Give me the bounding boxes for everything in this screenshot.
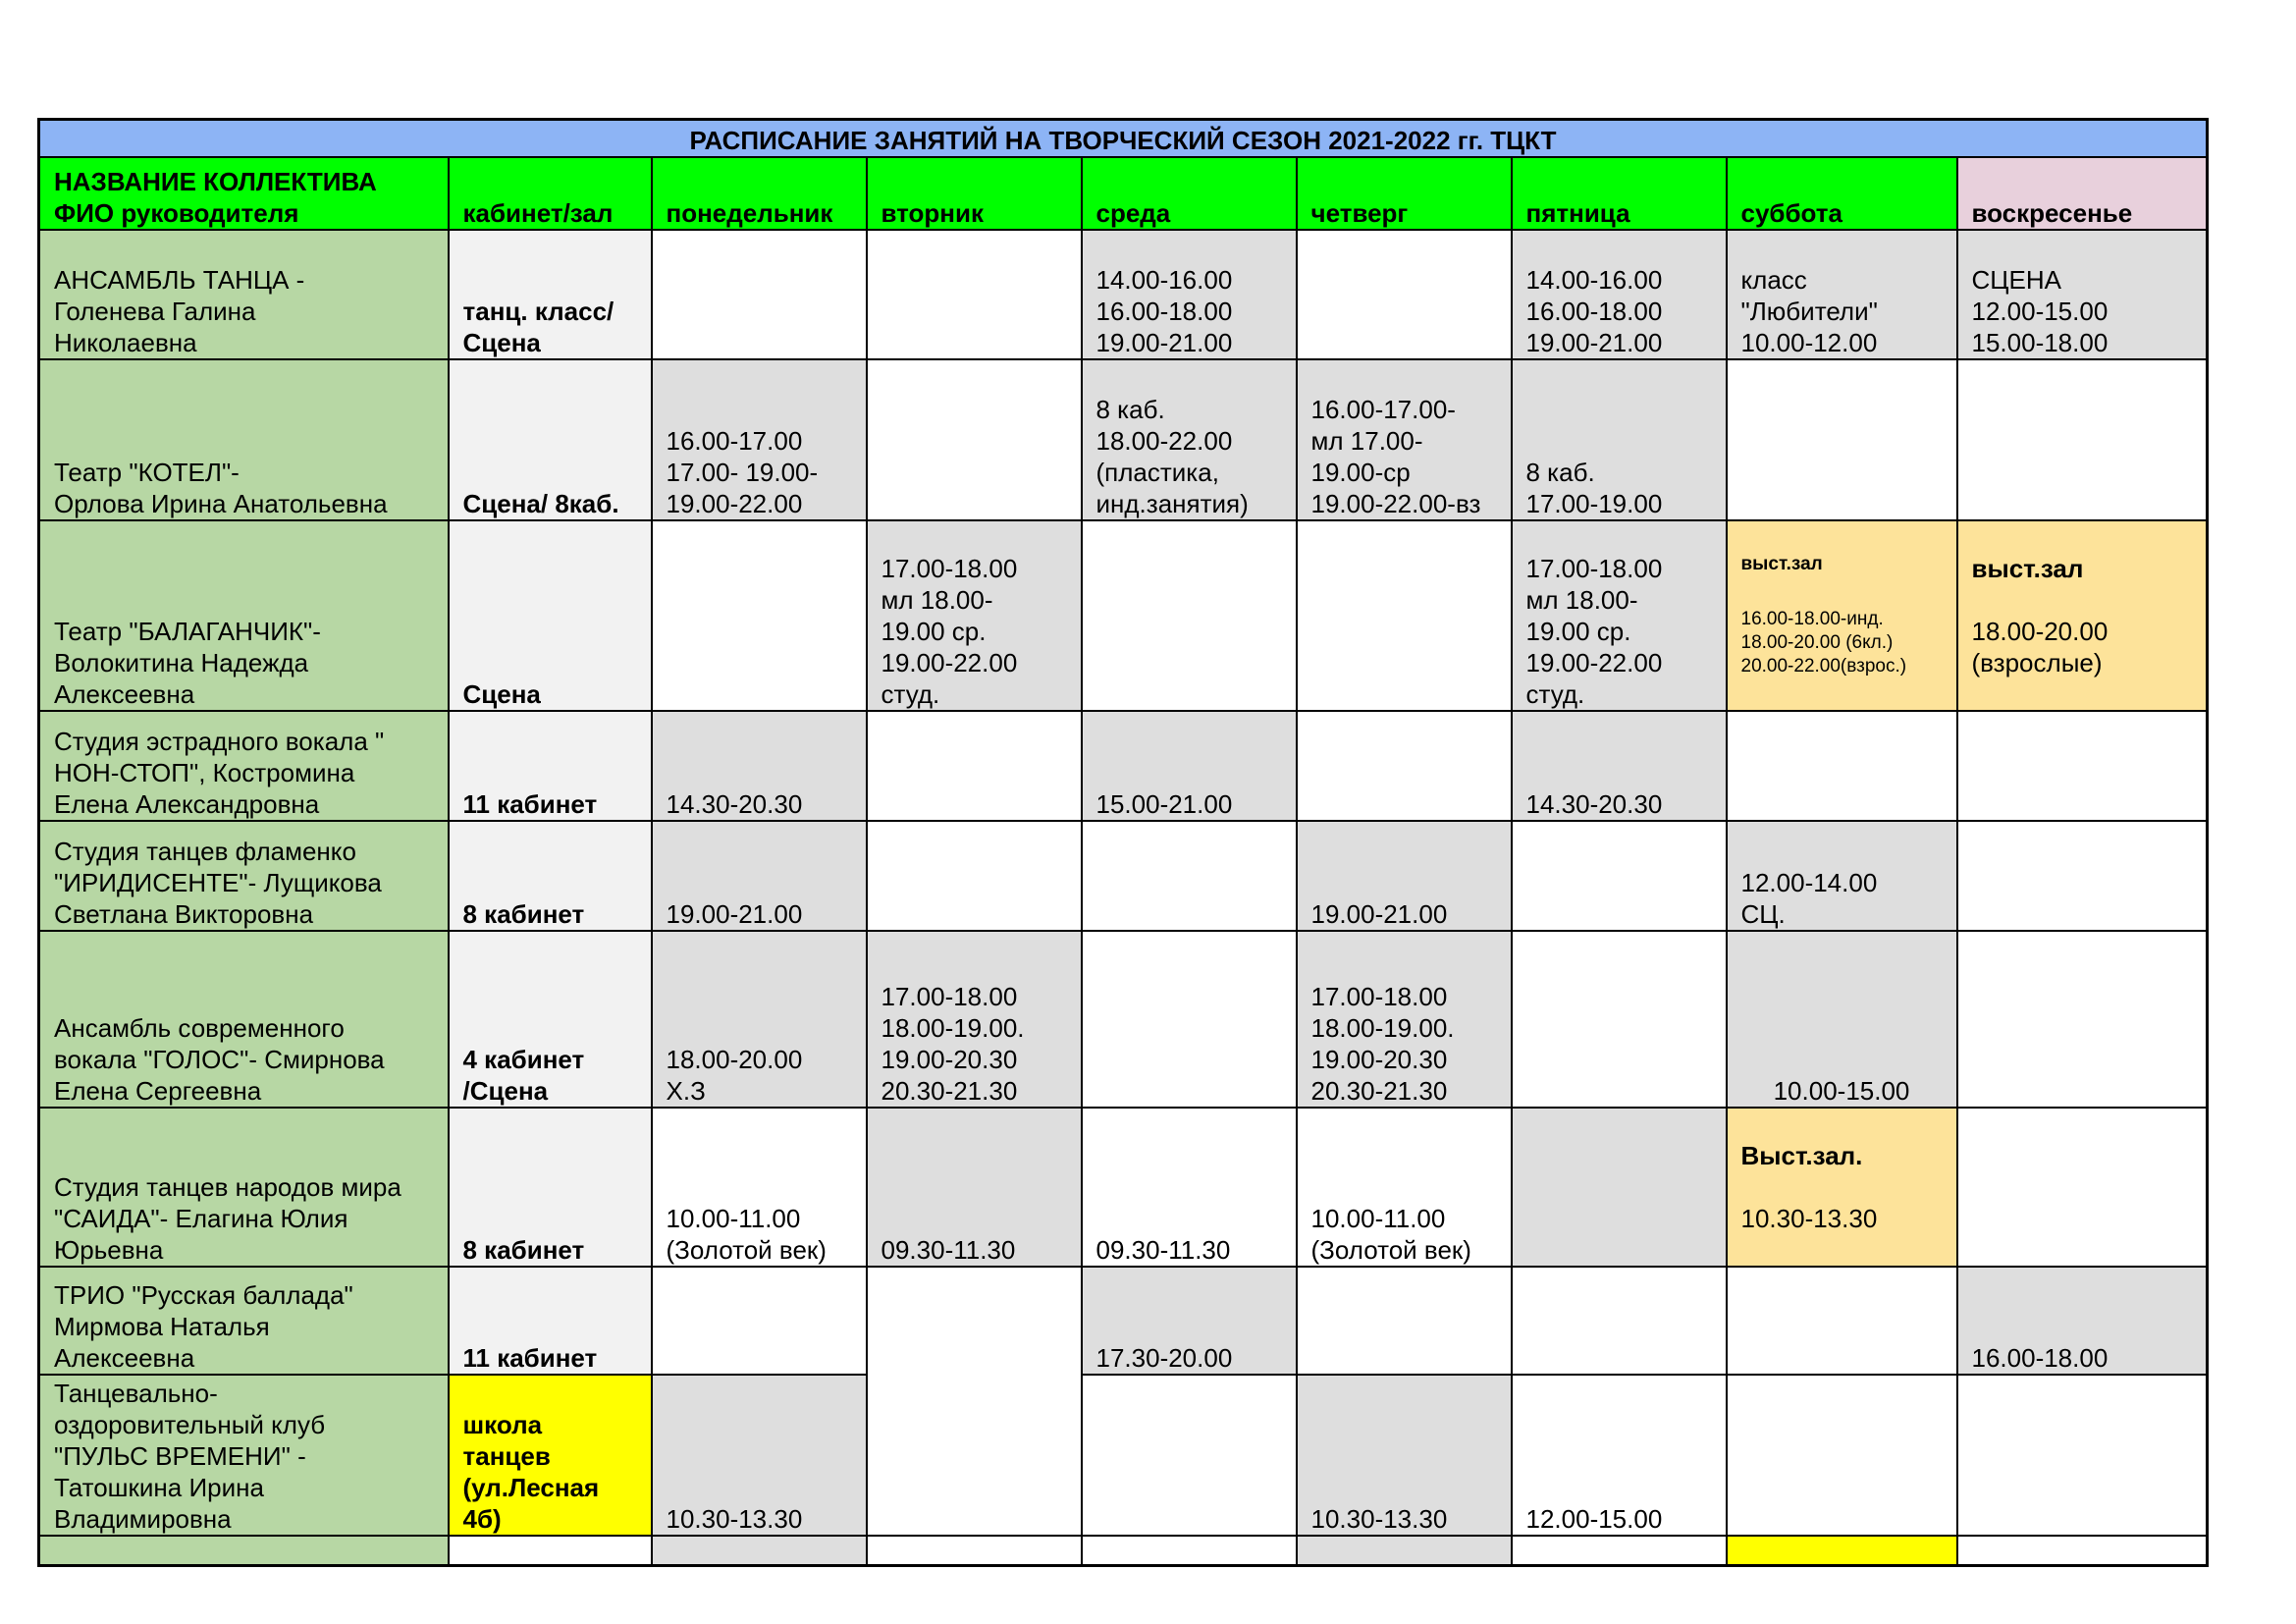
saturday-times: 16.00-18.00-инд. 18.00-20.00 (6кл.) 20.00-22.00(взрос.) (1740, 609, 1907, 677)
tuesday-cell: 17.00-18.00 мл 18.00- 19.00 ср. 19.00-22.00 студ. (867, 520, 1082, 711)
title-row (39, 120, 2208, 158)
monday-cell: 10.00-11.00 (Золотой век) (652, 1108, 867, 1267)
friday-cell (1512, 1108, 1727, 1267)
monday-cell: 18.00-20.00 Х.З (652, 931, 867, 1108)
table-row (39, 1375, 2208, 1536)
empty-cell (1082, 1536, 1297, 1565)
friday-cell (1512, 931, 1727, 1108)
sunday-cell (1957, 1108, 2208, 1267)
header-saturday: суббота (1727, 157, 1957, 230)
thursday-cell: 10.30-13.30 (1297, 1375, 1512, 1536)
header-row (39, 157, 2208, 230)
table-row (39, 711, 2208, 821)
table-row (39, 359, 2208, 520)
table-row (39, 931, 2208, 1108)
saturday-hall-label: выст.зал (1740, 554, 1823, 574)
header-sunday: воскресенье (1957, 157, 2208, 230)
monday-cell: 19.00-21.00 (652, 821, 867, 931)
saturday-cell: 10.00-15.00 (1727, 931, 1957, 1108)
group-name: Театр "БАЛАГАНЧИК"- Волокитина Надежда Алексеевна (39, 520, 449, 711)
room-cell: Сцена/ 8каб. (449, 359, 652, 520)
saturday-cell (1727, 359, 1957, 520)
wednesday-cell (1082, 1375, 1297, 1536)
room-cell: танц. класс/ Сцена (449, 230, 652, 359)
sunday-cell: 16.00-18.00 (1957, 1267, 2208, 1375)
monday-cell: 10.30-13.30 (652, 1375, 867, 1536)
table-row (39, 520, 2208, 711)
friday-cell: 12.00-15.00 (1512, 1375, 1727, 1536)
wednesday-cell: 14.00-16.00 16.00-18.00 19.00-21.00 (1082, 230, 1297, 359)
group-name: ТРИО "Русская баллада" Мирмова Наталья Алексеевна (39, 1267, 449, 1375)
tuesday-cell: 09.30-11.30 (867, 1108, 1082, 1267)
sunday-cell (1957, 931, 2208, 1108)
friday-cell (1512, 821, 1727, 931)
header-tuesday: вторник (867, 157, 1082, 230)
monday-cell (652, 520, 867, 711)
wednesday-cell: 8 каб. 18.00-22.00 (пластика, инд.занятия) (1082, 359, 1297, 520)
sunday-cell (1957, 711, 2208, 821)
sunday-cell: СЦЕНА 12.00-15.00 15.00-18.00 (1957, 230, 2208, 359)
tuesday-cell (867, 359, 1082, 520)
saturday-cell (1727, 520, 1957, 711)
monday-cell: 14.30-20.30 (652, 711, 867, 821)
sunday-cell (1957, 359, 2208, 520)
empty-cell (39, 1536, 449, 1565)
monday-cell (652, 1267, 867, 1375)
empty-cell (652, 1536, 867, 1565)
wednesday-cell (1082, 821, 1297, 931)
schedule-title: РАСПИСАНИЕ ЗАНЯТИЙ НА ТВОРЧЕСКИЙ СЕЗОН 2021-2022 гг. ТЦКТ (39, 120, 2208, 158)
wednesday-cell: 17.30-20.00 (1082, 1267, 1297, 1375)
table-row (39, 1108, 2208, 1267)
header-room: кабинет/зал (449, 157, 652, 230)
thursday-cell: 19.00-21.00 (1297, 821, 1512, 931)
room-cell: 8 кабинет (449, 821, 652, 931)
saturday-times: 10.30-13.30 (1740, 1204, 1878, 1233)
empty-cell (1512, 1536, 1727, 1565)
tuesday-cell: 17.00-18.00 18.00-19.00. 19.00-20.30 20.30-21.30 (867, 931, 1082, 1108)
group-name: Студия эстрадного вокала " НОН-СТОП", Костромина Елена Александровна (39, 711, 449, 821)
sunday-cell (1957, 1375, 2208, 1536)
tuesday-cell (867, 1267, 1082, 1536)
thursday-cell: 10.00-11.00 (Золотой век) (1297, 1108, 1512, 1267)
group-name: Танцевально- оздоровительный клуб "ПУЛЬС ВРЕМЕНИ" - Татошкина Ирина Владимировна (39, 1375, 449, 1536)
empty-cell (867, 1536, 1082, 1565)
group-name: Ансамбль современного вокала "ГОЛОС"- Смирнова Елена Сергеевна (39, 931, 449, 1108)
table-row (39, 230, 2208, 359)
saturday-cell (1727, 1108, 1957, 1267)
wednesday-cell: 09.30-11.30 (1082, 1108, 1297, 1267)
saturday-cell: 12.00-14.00 СЦ. (1727, 821, 1957, 931)
empty-cell (1297, 1536, 1512, 1565)
room-cell: 11 кабинет (449, 1267, 652, 1375)
thursday-cell (1297, 230, 1512, 359)
header-monday: понедельник (652, 157, 867, 230)
empty-cell (449, 1536, 652, 1565)
thursday-cell (1297, 711, 1512, 821)
thursday-cell (1297, 1267, 1512, 1375)
schedule-table (37, 118, 2209, 1567)
tuesday-cell (867, 711, 1082, 821)
table-row (39, 821, 2208, 931)
sunday-hall-label: выст.зал (1971, 554, 2084, 583)
wednesday-cell: 15.00-21.00 (1082, 711, 1297, 821)
room-cell: 11 кабинет (449, 711, 652, 821)
saturday-cell (1727, 711, 1957, 821)
wednesday-cell (1082, 931, 1297, 1108)
friday-cell: 8 каб. 17.00-19.00 (1512, 359, 1727, 520)
room-cell: Сцена (449, 520, 652, 711)
group-name: Театр "КОТЕЛ"- Орлова Ирина Анатольевна (39, 359, 449, 520)
tuesday-cell (867, 230, 1082, 359)
thursday-cell (1297, 520, 1512, 711)
header-wednesday: среда (1082, 157, 1297, 230)
wednesday-cell (1082, 520, 1297, 711)
friday-cell: 17.00-18.00 мл 18.00- 19.00 ср. 19.00-22.00 студ. (1512, 520, 1727, 711)
saturday-cell: класс "Любители" 10.00-12.00 (1727, 230, 1957, 359)
header-name: НАЗВАНИЕ КОЛЛЕКТИВА ФИО руководителя (39, 157, 449, 230)
friday-cell (1512, 1267, 1727, 1375)
thursday-cell: 17.00-18.00 18.00-19.00. 19.00-20.30 20.30-21.30 (1297, 931, 1512, 1108)
saturday-cell (1727, 1267, 1957, 1375)
thursday-cell: 16.00-17.00- мл 17.00- 19.00-ср 19.00-22.00-вз (1297, 359, 1512, 520)
friday-cell: 14.00-16.00 16.00-18.00 19.00-21.00 (1512, 230, 1727, 359)
group-name: Студия танцев народов мира "САИДА"- Елагина Юлия Юрьевна (39, 1108, 449, 1267)
table-row (39, 1267, 2208, 1375)
header-thursday: четверг (1297, 157, 1512, 230)
sunday-cell (1957, 821, 2208, 931)
group-name: АНСАМБЛЬ ТАНЦА - Голенева Галина Николаевна (39, 230, 449, 359)
group-name: Студия танцев фламенко "ИРИДИСЕНТЕ"- Лущикова Светлана Викторовна (39, 821, 449, 931)
room-cell: 8 кабинет (449, 1108, 652, 1267)
sunday-cell (1957, 520, 2208, 711)
tuesday-cell (867, 821, 1082, 931)
friday-cell: 14.30-20.30 (1512, 711, 1727, 821)
table-row-empty (39, 1536, 2208, 1565)
room-cell: 4 кабинет /Сцена (449, 931, 652, 1108)
monday-cell: 16.00-17.00 17.00- 19.00- 19.00-22.00 (652, 359, 867, 520)
header-friday: пятница (1512, 157, 1727, 230)
empty-cell (1727, 1536, 1957, 1565)
monday-cell (652, 230, 867, 359)
saturday-hall-label: Выст.зал. (1740, 1141, 1863, 1170)
room-cell: школа танцев (ул.Лесная 4б) (449, 1375, 652, 1536)
saturday-cell (1727, 1375, 1957, 1536)
empty-cell (1957, 1536, 2208, 1565)
sunday-times: 18.00-20.00 (взрослые) (1971, 617, 2109, 677)
